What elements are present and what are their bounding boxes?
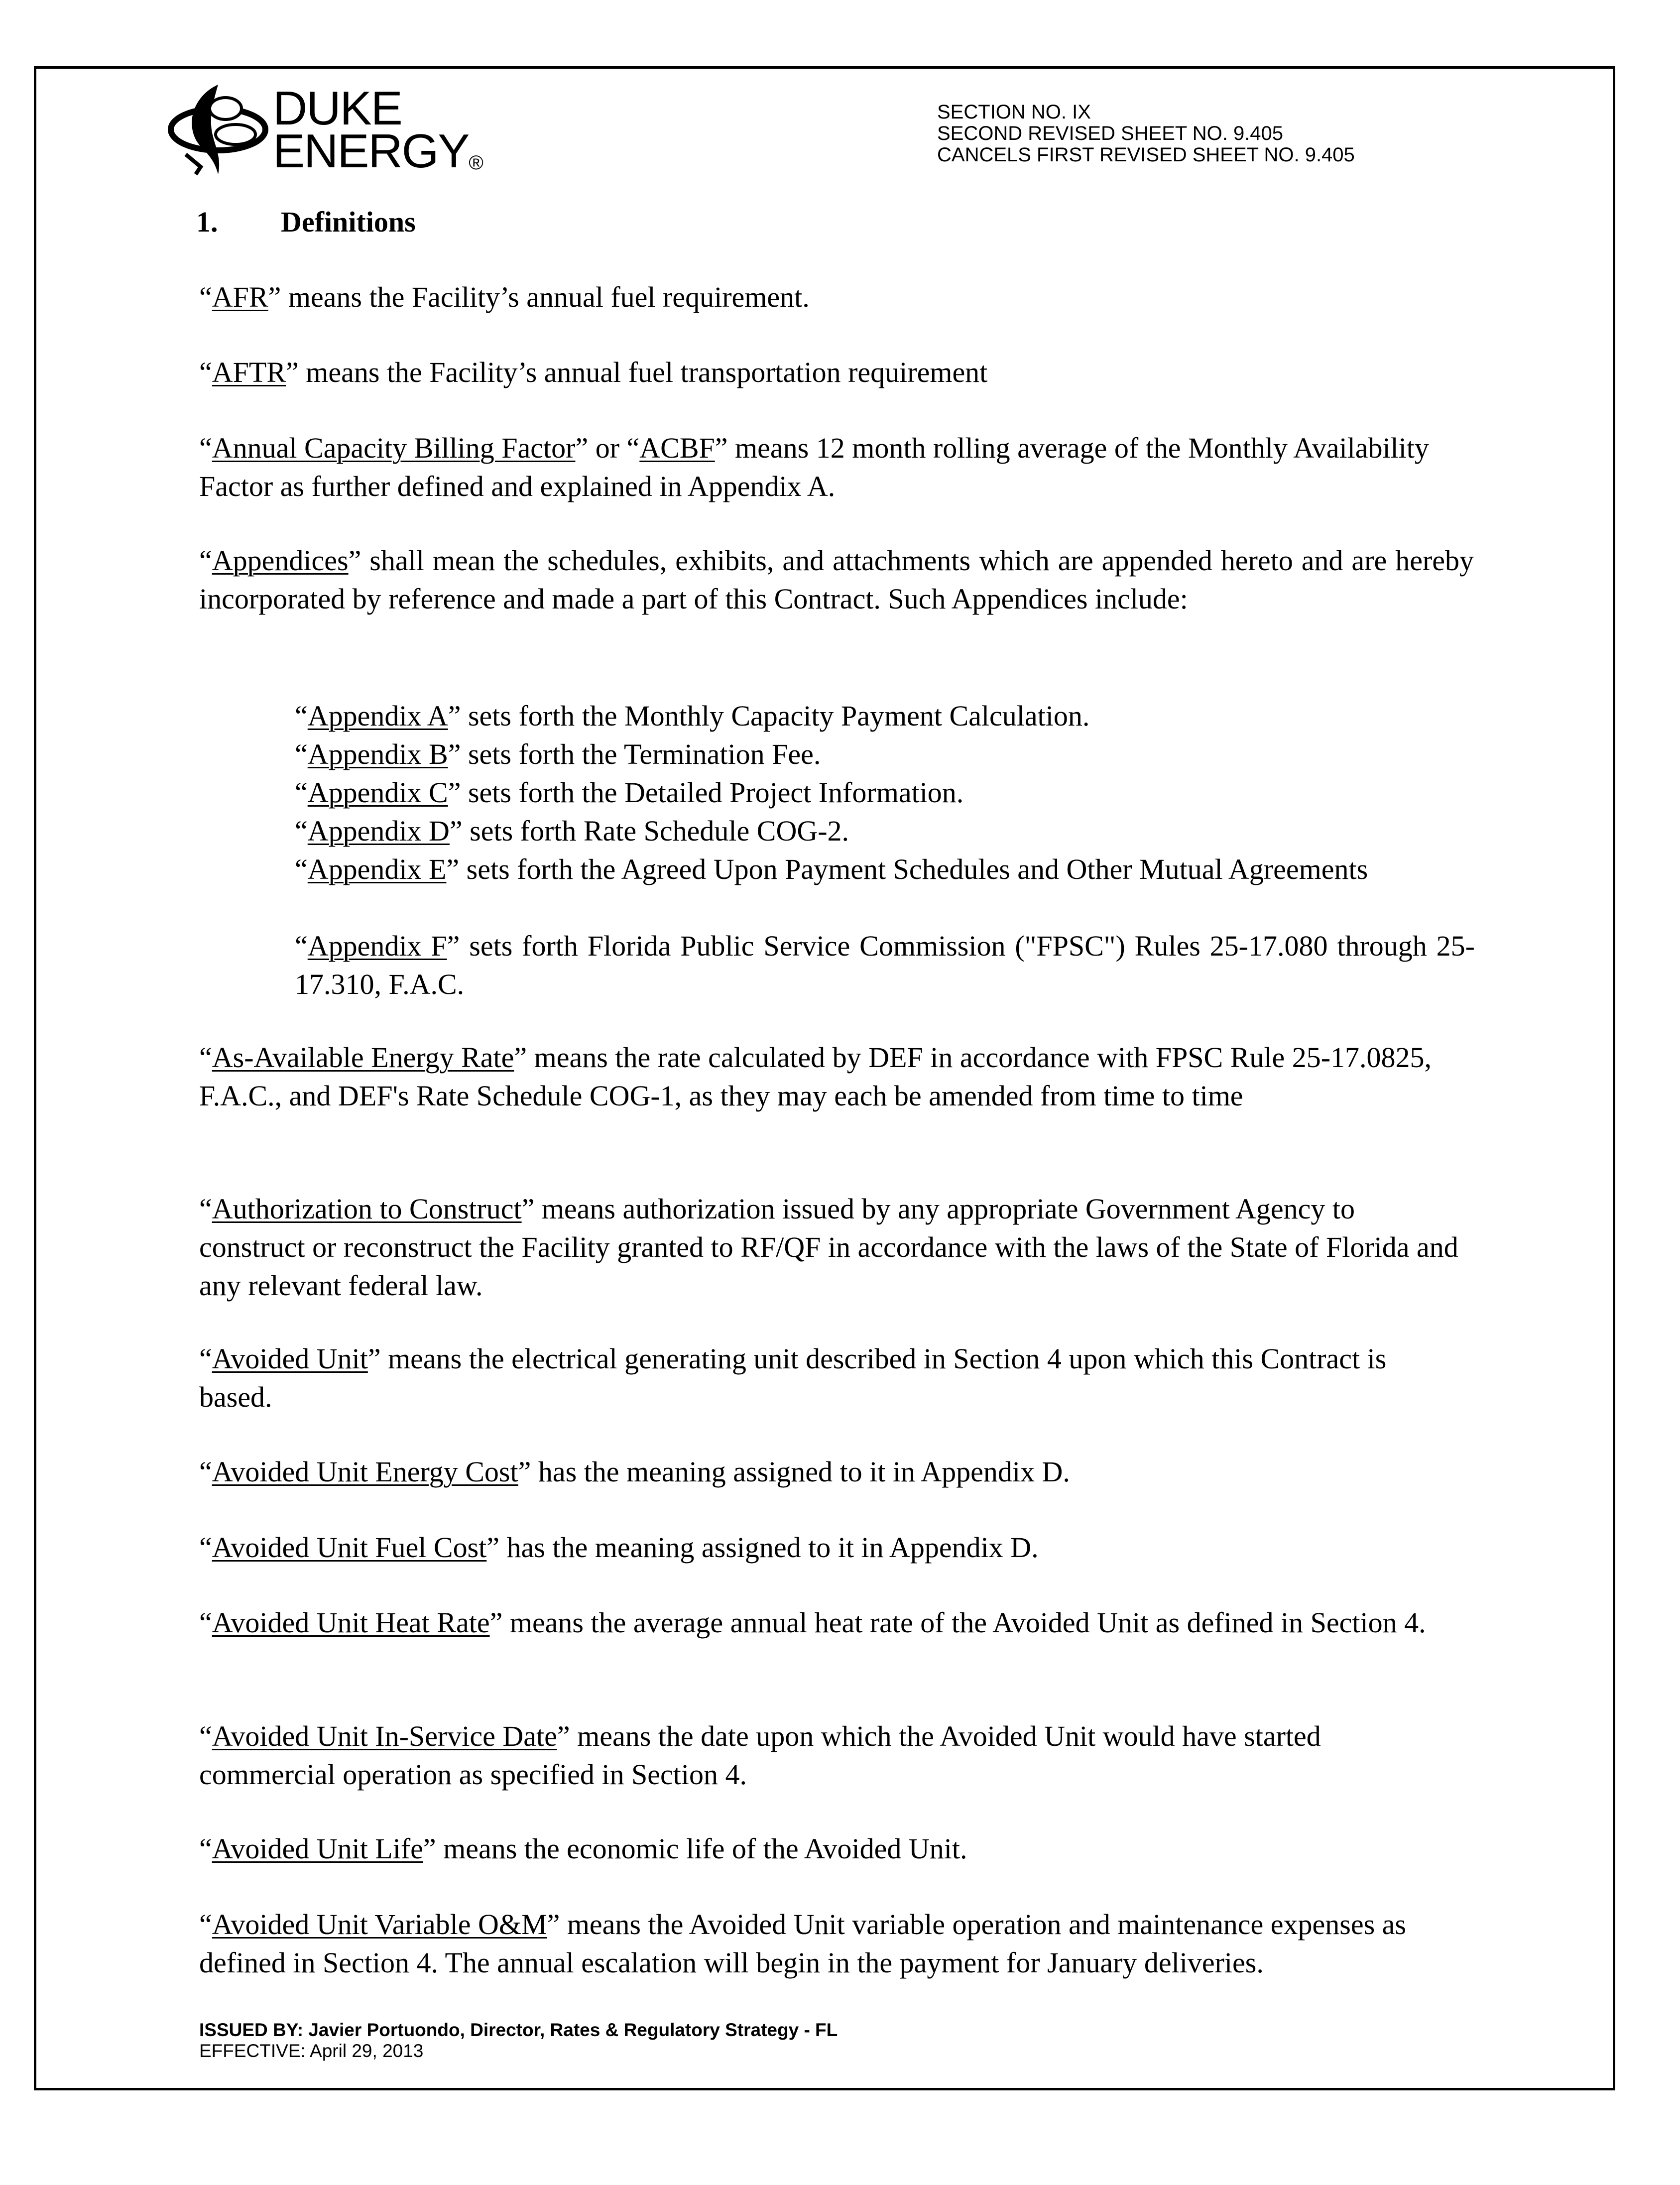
heading-title: Definitions (281, 206, 416, 238)
term: ACBF (639, 432, 715, 464)
heading-number: 1. (196, 206, 218, 238)
definition-avoided-unit-heat-rate: “Avoided Unit Heat Rate” means the average annual heat rate of the Avoided Unit as defined in Section 4. (199, 1606, 1426, 1639)
term: Appendix F (307, 930, 447, 962)
section-number: SECTION NO. IX (937, 101, 1091, 123)
definition-authorization-to-construct: “Authorization to Construct” means authorization issued by any appropriate Government Agency to construct or reconstruct the Facility granted to RF/QF in accordance with the laws of the State of Florida and any relevant federal law. (199, 1193, 1458, 1302)
duke-energy-logo (166, 80, 484, 179)
term: Avoided Unit Life (212, 1832, 423, 1865)
term: Avoided Unit Variable O&M (212, 1908, 547, 1941)
definition-as-available-energy-rate: “As-Available Energy Rate” means the rate calculated by DEF in accordance with FPSC Rule 25-17.0825, F.A.C., and DEF's Rate Schedule COG-1, as they may each be amended from time to time (199, 1041, 1432, 1112)
term: Authorization to Construct (212, 1193, 522, 1225)
issued-by: ISSUED BY: Javier Portuondo, Director, Rates & Regulatory Strategy - FL (199, 2020, 838, 2040)
term: AFR (212, 281, 268, 313)
term: Avoided Unit Fuel Cost (212, 1531, 487, 1564)
duke-energy-logo-icon (166, 80, 270, 179)
term: Appendix B (307, 738, 448, 770)
term: Appendix E (307, 853, 447, 885)
term: AFTR (212, 356, 286, 388)
term: Appendix C (307, 776, 448, 809)
term: Appendix A (307, 700, 448, 732)
definition-avoided-unit-life: “Avoided Unit Life” means the economic life of the Avoided Unit. (199, 1832, 967, 1865)
term: Appendices (212, 544, 349, 577)
logo-word-energy: ENERGY® (273, 124, 482, 178)
logo-word-duke: DUKE (273, 82, 402, 135)
sheet-number: SECOND REVISED SHEET NO. 9.405 (937, 122, 1284, 144)
definition-avoided-unit-fuel-cost: “Avoided Unit Fuel Cost” has the meaning assigned to it in Appendix D. (199, 1531, 1039, 1564)
sheet-info (937, 102, 1355, 166)
cancels-sheet: CANCELS FIRST REVISED SHEET NO. 9.405 (937, 144, 1355, 166)
appendix-e: “Appendix E” sets forth the Agreed Upon Payment Schedules and Other Mutual Agreements (295, 853, 1368, 885)
term: Avoided Unit (212, 1342, 368, 1375)
appendix-a: “Appendix A” sets forth the Monthly Capacity Payment Calculation. (295, 700, 1090, 732)
footer (199, 2020, 838, 2062)
appendix-f: “Appendix F” sets forth Florida Public Service Commission ("FPSC") Rules 25-17.080 through 25-17.310, F.A.C. (295, 930, 1475, 1000)
definition-avoided-unit: “Avoided Unit” means the electrical generating unit described in Section 4 upon which this Contract is based. (199, 1342, 1387, 1413)
section-heading (196, 205, 416, 239)
appendix-b: “Appendix B” sets forth the Termination Fee. (295, 738, 821, 770)
term: Avoided Unit In-Service Date (212, 1720, 557, 1752)
definition-avoided-unit-variable-om: “Avoided Unit Variable O&M” means the Avoided Unit variable operation and maintenance expenses as defined in Section 4. The annual escalation will begin in the payment for January deliveries. (199, 1908, 1406, 1979)
term: Avoided Unit Energy Cost (212, 1456, 518, 1488)
definition-appendices: “Appendices” shall mean the schedules, exhibits, and attachments which are appended hereto and are hereby incorporated by reference and made a part of this Contract. Such Appendices include: (199, 544, 1474, 615)
term: Annual Capacity Billing Factor (212, 432, 576, 464)
definition-avoided-unit-in-service-date: “Avoided Unit In-Service Date” means the date upon which the Avoided Unit would have started commercial operation as specified in Section 4. (199, 1720, 1321, 1791)
term: Avoided Unit Heat Rate (212, 1606, 490, 1639)
definition-afr: “AFR” means the Facility’s annual fuel requirement. (199, 281, 810, 313)
term: As-Available Energy Rate (212, 1041, 514, 1074)
term: Appendix D (307, 815, 450, 847)
definition-acbf: “Annual Capacity Billing Factor” or “ACBF” means 12 month rolling average of the Monthly Availability Factor as further defined and explained in Appendix A. (199, 432, 1429, 502)
definition-aftr: “AFTR” means the Facility’s annual fuel transportation requirement (199, 356, 988, 388)
appendix-d: “Appendix D” sets forth Rate Schedule COG-2. (295, 815, 849, 847)
appendix-c: “Appendix C” sets forth the Detailed Project Information. (295, 776, 964, 809)
effective-date: EFFECTIVE: April 29, 2013 (199, 2041, 424, 2061)
definition-avoided-unit-energy-cost: “Avoided Unit Energy Cost” has the meaning assigned to it in Appendix D. (199, 1456, 1070, 1488)
